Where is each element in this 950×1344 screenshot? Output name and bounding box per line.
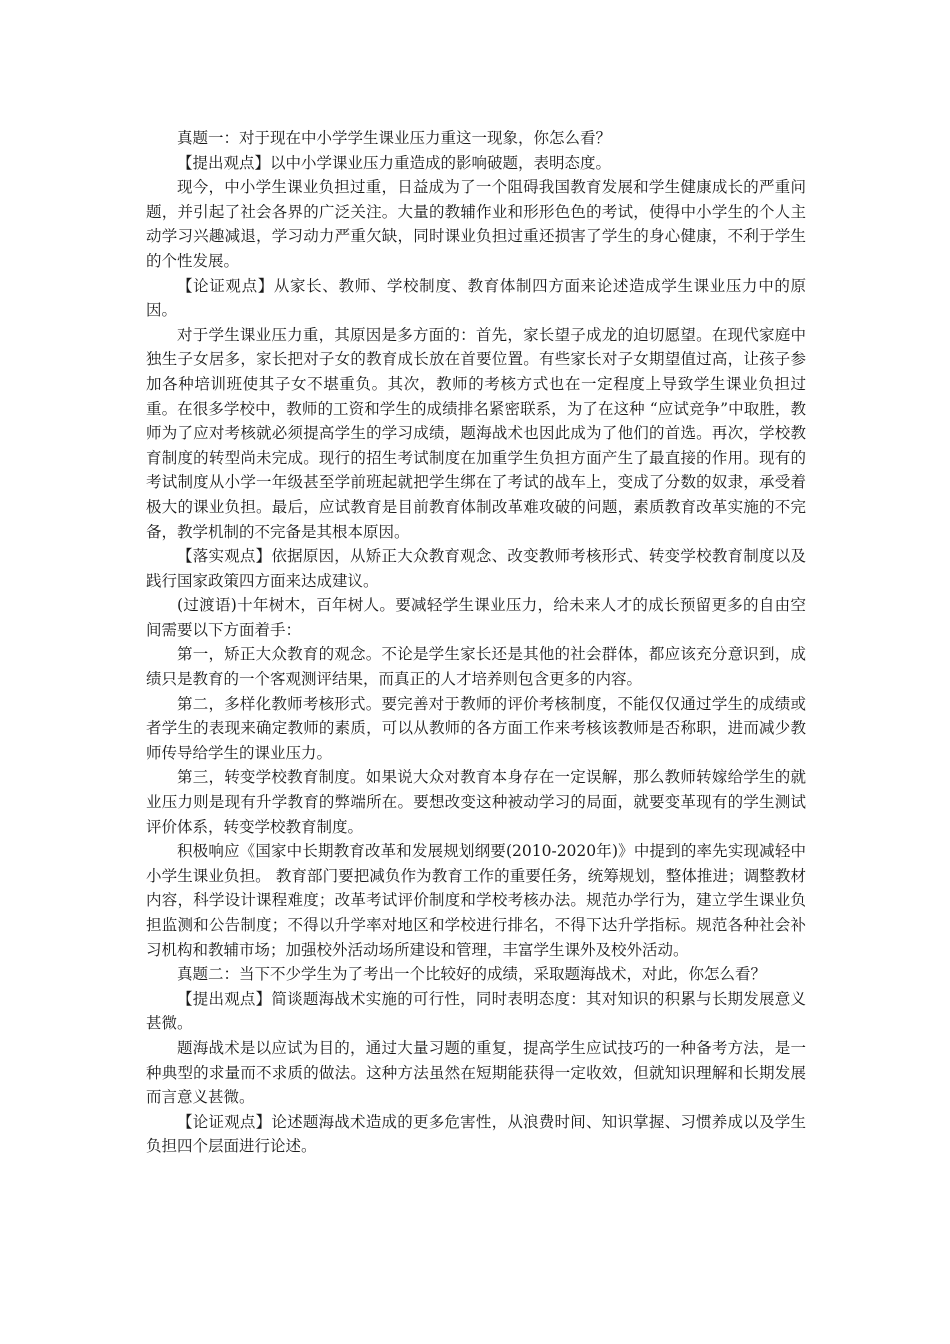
paragraph-text: 第三，转变学校教育制度。如果说大众对教育本身存在一定误解，那么教师转嫁给学生的就业压力则是现有升学教育的弊端所在。要想改变这种被动学习的局面，就要变革现有的学生测试评价体系，转变学校教育制度。 — [146, 768, 806, 836]
q1-causes-paragraph — [146, 323, 806, 544]
q1-point-two — [146, 692, 806, 766]
question-two-title — [146, 962, 806, 987]
paragraph-text: 以中小学课业压力重造成的影响破题，表明态度。 — [270, 153, 612, 172]
q1-point-three — [146, 765, 806, 839]
q1-intro-paragraph — [146, 175, 806, 273]
paragraph-tag: 【论证观点】 — [177, 1112, 272, 1131]
paragraph-text: 论述题海战术造成的更多危害性，从浪费时间、知识掌握、习惯养成以及学生负担四个层面进行论述。 — [146, 1112, 806, 1156]
q2-intro-paragraph — [146, 1036, 806, 1110]
paragraph-text: 现今，中小学生课业负担过重，日益成为了一个阻碍我国教育发展和学生健康成长的严重问题，并引起了社会各界的广泛关注。大量的教辅作业和形形色色的考试，使得中小学生的个人主动学习兴趣减退，学习动力严重欠缺，同时课业负担过重还损害了学生的身心健康，不利于学生的个性发展。 — [146, 178, 806, 270]
q1-argue-viewpoint — [146, 274, 806, 323]
paragraph-text: 从家长、教师、学校制度、教育体制四方面来论述造成学生课业压力中的原因。 — [146, 276, 806, 320]
paragraph-text: 真题二：当下不少学生为了考出一个比较好的成绩，采取题海战术，对此，你怎么看？ — [177, 965, 767, 984]
paragraph-text: 第一，矫正大众教育的观念。不论是学生家长还是其他的社会群体，都应该充分意识到，成绩只是教育的一个客观测评结果，而真正的人才培养则包含更多的内容。 — [146, 645, 806, 689]
paragraph-text: 简谈题海战术实施的可行性，同时表明态度：其对知识的积累与长期发展意义甚微。 — [146, 989, 806, 1033]
paragraph-text: 积极响应《国家中长期教育改革和发展规划纲要(2010-2020年)》中提到的率先实现减轻中小学生课业负担。 教育部门要把减负作为教育工作的重要任务，统筹规划，整体推进；调整教材内容，科学设计课程难度；改革考试评价制度和学校考核办法。规范办学行为，建立学生课业负担监测和公告制度；不得以升学率对地区和学校进行排名，不得下达升学指标。规范各种社会补习机构和教辅市场；加强校外活动场所建设和管理，丰富学生课外及校外活动。 — [146, 842, 806, 959]
paragraph-tag: 【落实观点】 — [177, 547, 272, 566]
q1-point-one — [146, 642, 806, 691]
q2-propose-viewpoint — [146, 987, 806, 1036]
paragraph-tag: 【论证观点】 — [177, 276, 274, 295]
paragraph-text: 对于学生课业压力重，其原因是多方面的：首先，家长望子成龙的迫切愿望。在现代家庭中独生子女居多，家长把对子女的教育成长放在首要位置。有些家长对子女期望值过高，让孩子参加各种培训班使其子女不堪重负。其次，教师的考核方式也在一定程度上导致学生课业负担过重。在很多学校中，教师的工资和学生的成绩排名紧密联系，为了在这种 “应试竞争”中取胜，教师为了应对考核就必须提高学生的学习成绩，题海战术也因此成为了他们的首选。再次，学校教育制度的转型尚未完成。现行的招生考试制度在加重学生负担方面产生了最直接的作用。现有的考试制度从小学一年级甚至学前班起就把学生绑在了考试的战车上，变成了分数的奴隶，承受着极大的课业负担。最后，应试教育是目前教育体制改革难攻破的问题，素质教育改革实施的不完备，教学机制的不完备是其根本原因。 — [146, 325, 806, 541]
q1-transition-paragraph — [146, 593, 806, 642]
paragraph-text: 题海战术是以应试为目的，通过大量习题的重复，提高学生应试技巧的一种备考方法，是一种典型的求量而不求质的做法。这种方法虽然在短期能获得一定收效，但就知识理解和长期发展而言意义甚微。 — [146, 1038, 806, 1107]
paragraph-text: (过渡语)十年树木，百年树人。要减轻学生课业压力，给未来人才的成长预留更多的自由空间需要以下方面着手： — [146, 596, 806, 639]
q1-policy-paragraph — [146, 839, 806, 962]
paragraph-text: 依据原因，从矫正大众教育观念、改变教师考核形式、转变学校教育制度以及践行国家政策四方面来达成建议。 — [146, 547, 806, 590]
document-page — [146, 126, 806, 1159]
paragraph-text: 真题一：对于现在中小学学生课业压力重这一现象，你怎么看？ — [177, 129, 612, 147]
q1-implement-viewpoint — [146, 544, 806, 593]
paragraph-tag: 【提出观点】 — [177, 989, 272, 1008]
q1-propose-viewpoint — [146, 151, 806, 176]
q2-argue-viewpoint — [146, 1110, 806, 1159]
paragraph-text: 第二，多样化教师考核形式。要完善对于教师的评价考核制度，不能仅仅通过学生的成绩或者学生的表现来确定教师的素质，可以从教师的各方面工作来考核该教师是否称职，进而减少教师传导给学生的课业压力。 — [146, 694, 806, 762]
question-one-title — [146, 126, 806, 151]
paragraph-tag: 【提出观点】 — [177, 153, 271, 172]
